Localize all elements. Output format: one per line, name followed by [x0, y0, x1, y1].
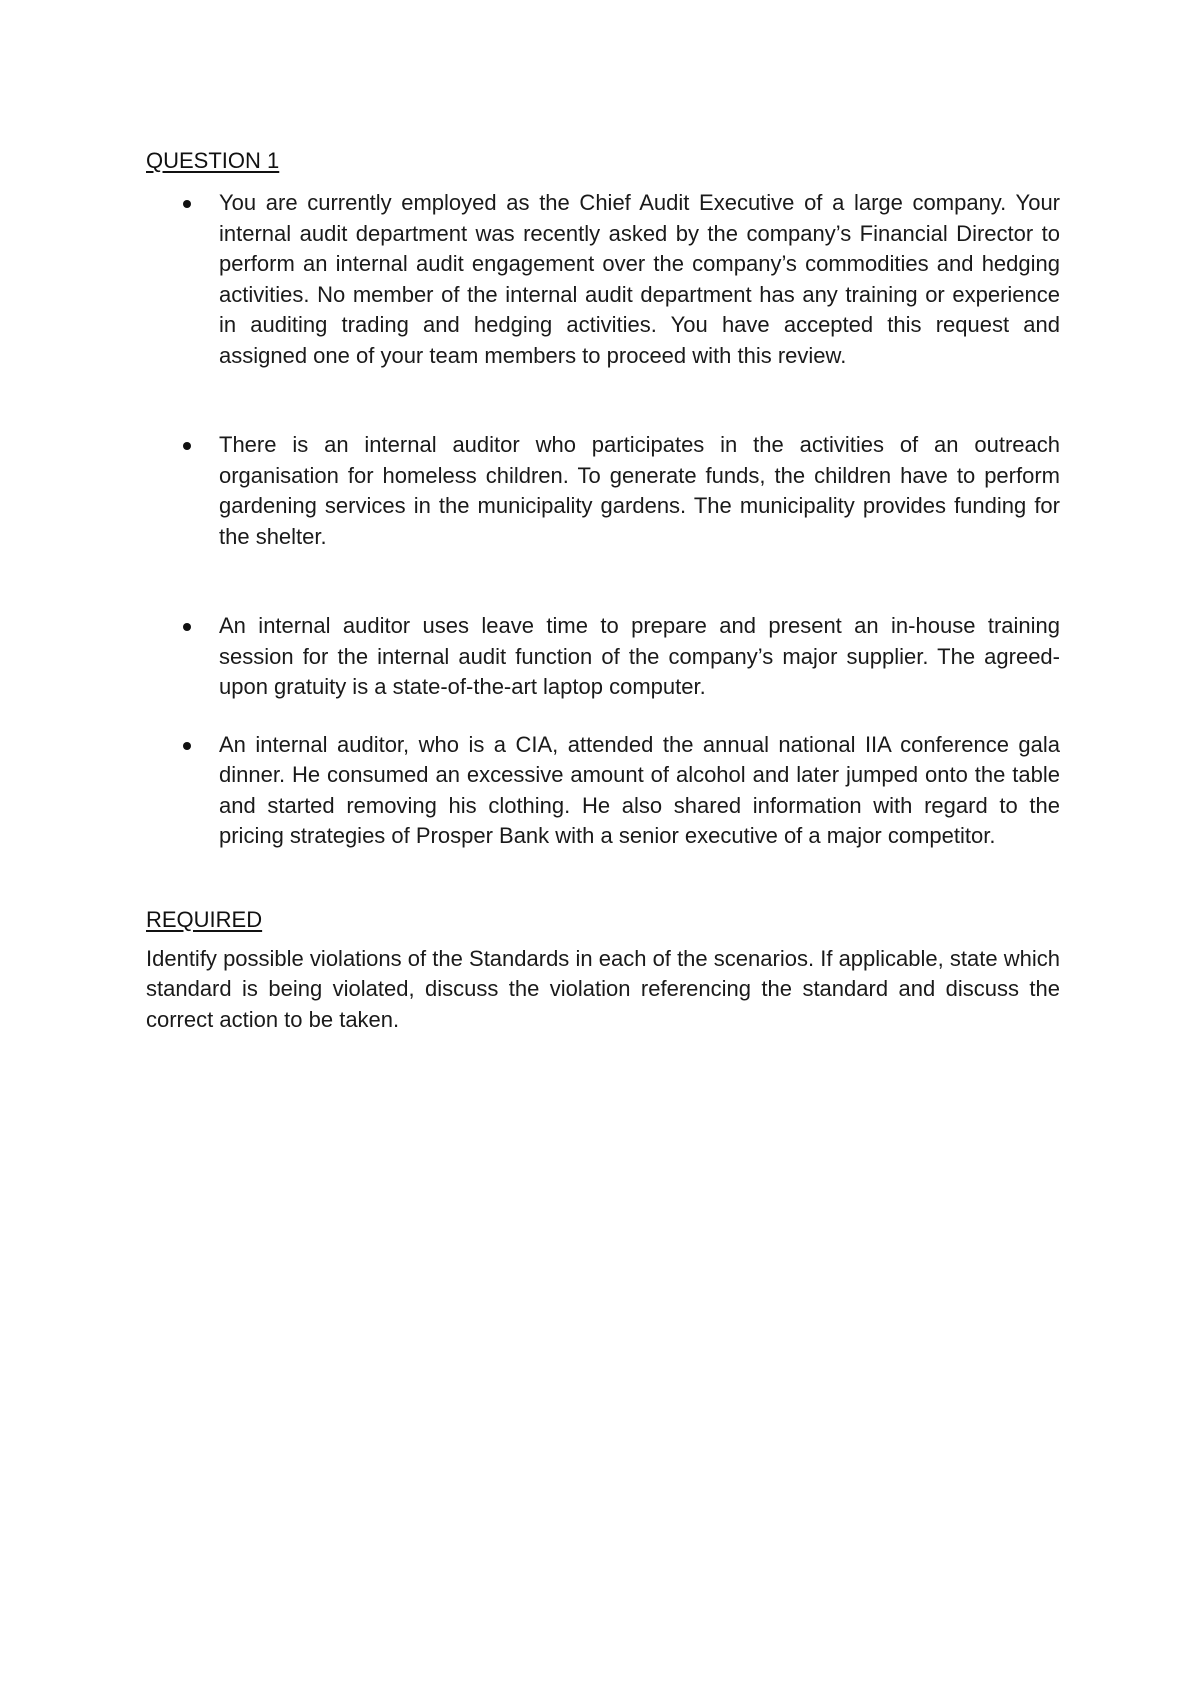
question-heading: QUESTION 1: [146, 148, 280, 173]
scenario-item-2: [146, 430, 1060, 552]
scenario-text-2: There is an internal auditor who participates in the activities of an outreach organisation for homeless children. To generate funds, the children have to perform gardening services in the municipality gardens. The municipality provides funding for the shelter.: [219, 432, 1060, 549]
bullet-icon: [183, 442, 191, 450]
required-heading: REQUIRED: [146, 906, 263, 932]
bullet-icon: [183, 623, 191, 631]
bullet-icon: [183, 742, 191, 750]
scenario-text-4: An internal auditor, who is a CIA, attended the annual national IIA conference gala dinner. He consumed an excessive amount of alcohol and later jumped onto the table and started removing his clothing. He also shared information with regard to the pricing strategies of Prosper Bank with a senior executive of a major competitor.: [219, 731, 1060, 848]
scenario-text-1: You are currently employed as the Chief Audit Executive of a large company. Your internal audit department was recently asked by the company’s Financial Director to perform an internal audit engagement over the company’s commodities and hedging activities. No member of the internal audit department has any training or experience in auditing trading and hedging activities. You have accepted this request and assigned one of your team members to proceed with this review.: [219, 190, 1060, 368]
bullet-icon: [183, 200, 191, 208]
scenario-item-4: [146, 730, 1060, 852]
scenario-text-3: An internal auditor uses leave time to prepare and present an in-house training session for the internal audit function of the company’s major supplier. The agreed-upon gratuity is a state-of-the-art laptop computer.: [219, 613, 1060, 699]
scenario-item-1: [146, 188, 1060, 371]
required-text: Identify possible violations of the Standards in each of the scenarios. If applicable, state which standard is being violated, discuss the violation referencing the standard and discuss the correct action to be taken.: [146, 945, 1060, 1032]
document-content: [146, 146, 1060, 1035]
scenario-list: [146, 188, 1060, 852]
scenario-item-3: [146, 611, 1060, 703]
